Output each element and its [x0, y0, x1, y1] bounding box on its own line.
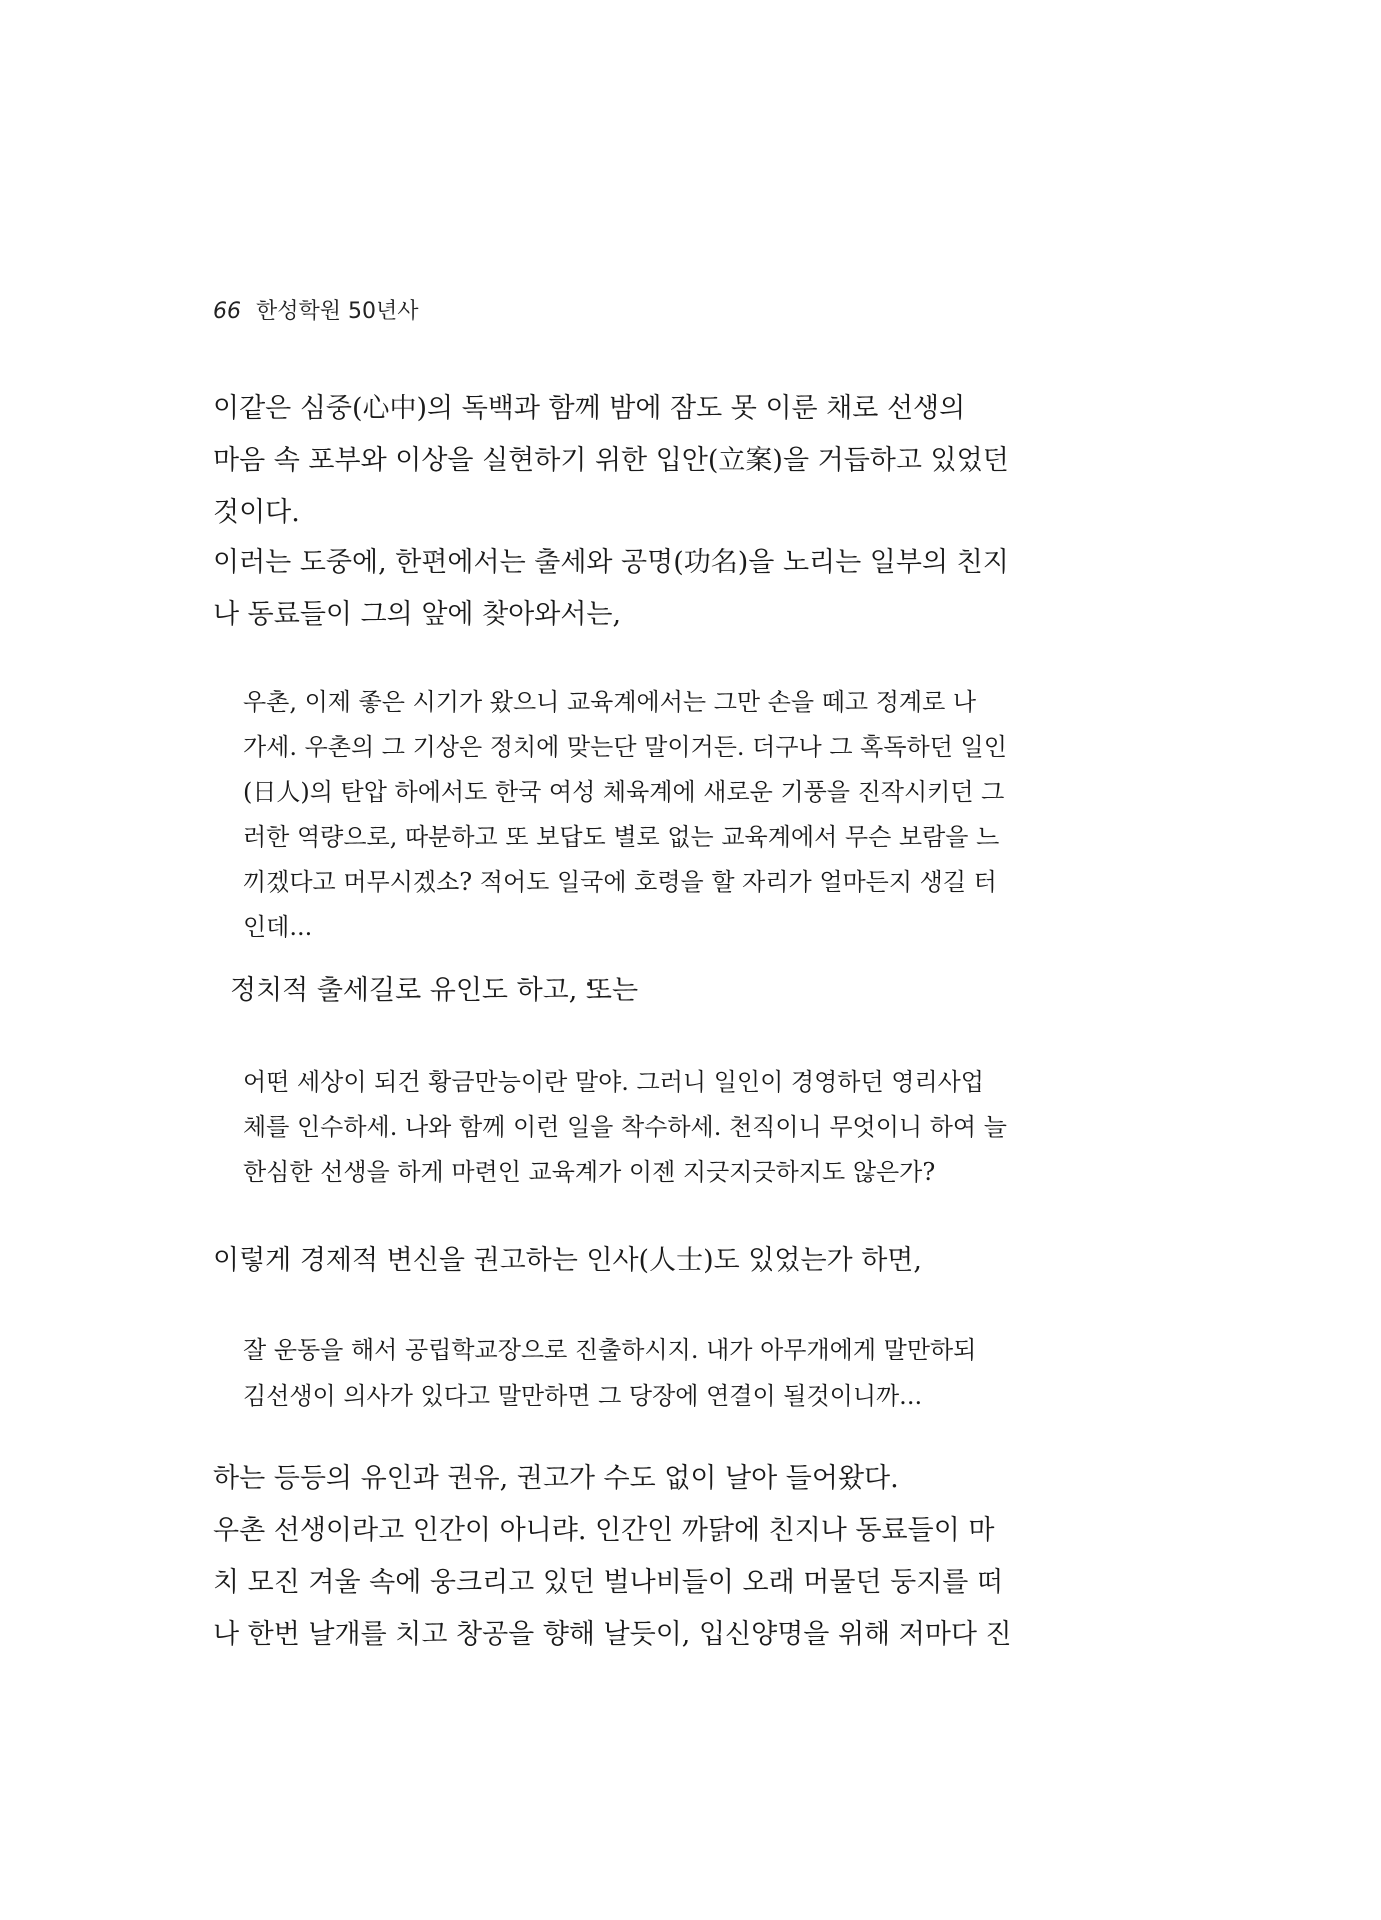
- quote-line: 김선생이 의사가 있다고 말만하면 그 당장에 연결이 될것이니까...: [243, 1382, 923, 1410]
- quote-line: 가세. 우촌의 그 기상은 정치에 맞는단 말이거든. 더구나 그 혹독하던 일인: [243, 733, 1007, 761]
- quote-line: 어떤 세상이 되건 황금만능이란 말야. 그러니 일인이 경영하던 영리사업: [243, 1068, 984, 1096]
- body-line: 것이다.: [213, 497, 300, 528]
- quote-line: 체를 인수하세. 나와 함께 이런 일을 착수하세. 천직이니 무엇이니 하여 늘: [243, 1113, 1007, 1141]
- body-line: 우촌 선생이라고 인간이 아니랴. 인간인 까닭에 친지나 동료들이 마: [213, 1515, 995, 1546]
- body-line: 나 한번 날개를 치고 창공을 향해 날듯이, 입신양명을 위해 저마다 진: [213, 1619, 1012, 1650]
- body-line: 하는 등등의 유인과 권유, 권고가 수도 없이 날아 들어왔다.: [213, 1463, 899, 1494]
- quote-line: 인데...: [243, 913, 313, 941]
- book-title: 한성학원 50년사: [256, 299, 419, 324]
- body-line: 정치적 출세길로 유인도 하고, 또는: [230, 975, 639, 1006]
- running-header: [213, 294, 419, 325]
- quote-line: 끼겠다고 머무시겠소? 적어도 일국에 호령을 할 자리가 얼마든지 생길 터: [243, 868, 997, 896]
- quote-line: 러한 역량으로, 따분하고 또 보답도 별로 없는 교육계에서 무슨 보람을 느: [243, 823, 1000, 851]
- quote-line: (日人)의 탄압 하에서도 한국 여성 체육계에 새로운 기풍을 진작시키던 그: [243, 778, 1005, 806]
- quote-line: 한심한 선생을 하게 마련인 교육계가 이젠 지긋지긋하지도 않은가?: [243, 1158, 936, 1186]
- body-line: 이렇게 경제적 변신을 권고하는 인사(人士)도 있었는가 하면,: [213, 1245, 922, 1276]
- body-line: 나 동료들이 그의 앞에 찾아와서는,: [213, 599, 622, 630]
- page-number: 66: [213, 299, 241, 324]
- body-line: 치 모진 겨울 속에 웅크리고 있던 벌나비들이 오래 머물던 둥지를 떠: [213, 1567, 1004, 1598]
- quote-line: 잘 운동을 해서 공립학교장으로 진출하시지. 내가 아무개에게 말만하되: [243, 1336, 977, 1364]
- quote-line: 우촌, 이제 좋은 시기가 왔으니 교육계에서는 그만 손을 떼고 정계로 나: [243, 688, 977, 716]
- body-line: 이같은 심중(心中)의 독백과 함께 밤에 잠도 못 이룬 채로 선생의: [213, 393, 966, 424]
- body-line: 마음 속 포부와 이상을 실현하기 위한 입안(立案)을 거듭하고 있었던: [213, 445, 1009, 476]
- body-line: 이러는 도중에, 한편에서는 출세와 공명(功名)을 노리는 일부의 친지: [213, 547, 1009, 578]
